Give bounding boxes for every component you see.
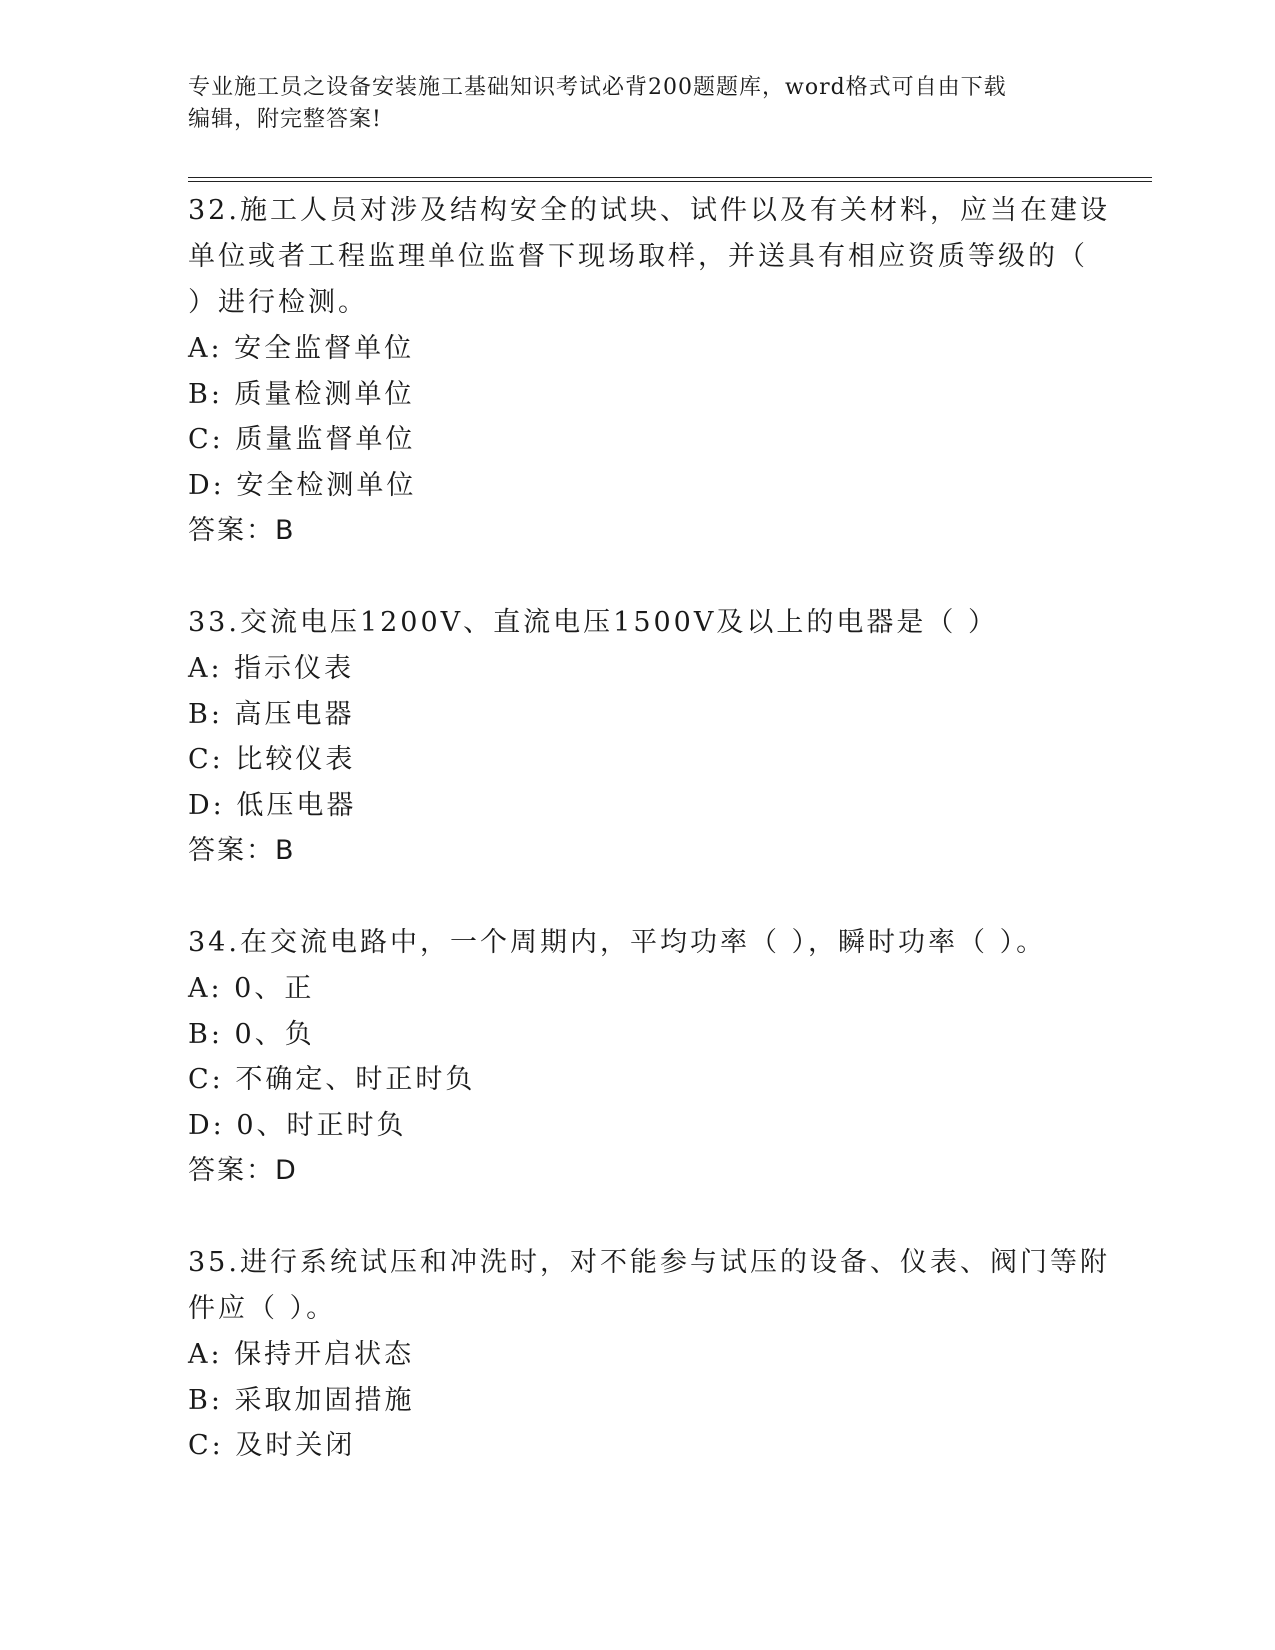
option-c: C: 质量监督单位 — [188, 424, 416, 455]
question-34 — [188, 920, 1088, 1194]
option-d: D: 0、时正时负 — [188, 1109, 407, 1141]
option-b: B: 高压电器 — [188, 698, 355, 730]
answer-line: 答案：B — [188, 835, 296, 866]
option-c: C: 不确定、时正时负 — [188, 1064, 476, 1095]
header-title-line-2: 编辑，附完整答案! — [188, 107, 382, 132]
answer-line: 答案：D — [188, 1155, 298, 1186]
question-32 — [188, 188, 1110, 554]
question-spacer — [188, 554, 1088, 600]
question-35 — [188, 1240, 1110, 1469]
question-33 — [188, 600, 1088, 874]
option-d: D: 安全检测单位 — [188, 469, 417, 501]
question-stem-line: 35.进行系统试压和冲洗时，对不能参与试压的设备、仪表、阀门等附 — [188, 1247, 1110, 1278]
document-header — [188, 72, 1068, 136]
option-c: C: 及时关闭 — [188, 1430, 356, 1461]
question-stem-line: 34.在交流电路中，一个周期内，平均功率（ ），瞬时功率（ ）。 — [188, 927, 1047, 958]
option-a: A: 保持开启状态 — [188, 1339, 415, 1370]
header-divider-bottom — [188, 181, 1152, 182]
option-a: A: 0、正 — [188, 973, 315, 1004]
question-stem-line: 单位或者工程监理单位监督下现场取样，并送具有相应资质等级的（ — [188, 241, 1088, 272]
header-divider-top — [188, 177, 1152, 178]
option-c: C: 比较仪表 — [188, 744, 356, 775]
option-a: A: 指示仪表 — [188, 653, 355, 684]
option-b: B: 采取加固措施 — [188, 1384, 415, 1416]
option-a: A: 安全监督单位 — [188, 333, 415, 364]
question-stem-line: 32.施工人员对涉及结构安全的试块、试件以及有关材料，应当在建设 — [188, 195, 1110, 226]
question-spacer — [188, 1194, 1088, 1240]
question-spacer — [188, 874, 1088, 920]
header-title-line-1: 专业施工员之设备安装施工基础知识考试必背200题题库，word格式可自由下载 — [188, 75, 1007, 100]
answer-line: 答案：B — [188, 515, 296, 546]
question-stem-line: ）进行检测。 — [188, 287, 368, 318]
option-b: B: 质量检测单位 — [188, 378, 415, 410]
question-stem-line: 33.交流电压1200V、直流电压1500V及以上的电器是（ ） — [188, 607, 998, 638]
option-b: B: 0、负 — [188, 1018, 315, 1050]
option-d: D: 低压电器 — [188, 789, 357, 821]
question-list — [188, 188, 1110, 1469]
question-stem-line: 件应（ ）。 — [188, 1293, 337, 1324]
